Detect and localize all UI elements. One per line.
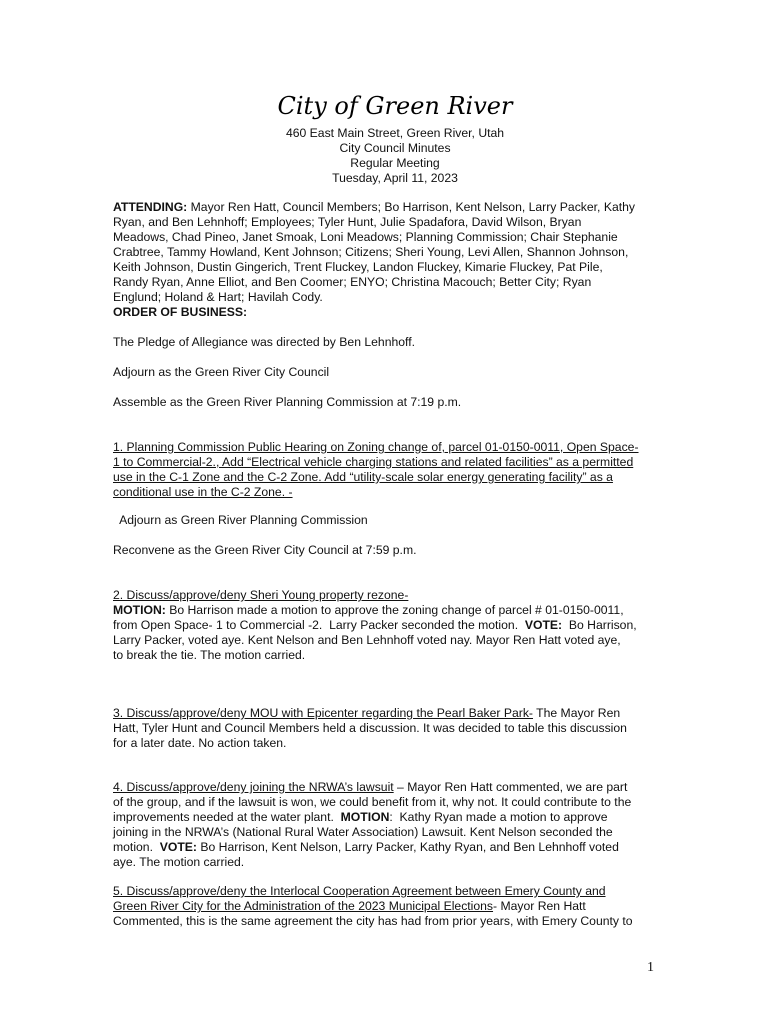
attending-text: Crabtree, Tammy Howland, Kent Johnson; Citizens; Sheri Young, Levi Allen, Shannon Johnson, [113,245,629,259]
item-4-text: motion. [113,840,160,854]
item-4-text: joining in the NRWA’s (National Rural Water Association) Lawsuit. Kent Nelson seconded the [113,825,613,839]
item-4-text: aye. The motion carried. [113,855,245,869]
item-3-heading: 3. Discuss/approve/deny MOU with Epicenter regarding the Pearl Baker Park- [113,706,533,720]
item-1-heading: use in the C-1 Zone and the C-2 Zone. Add “utility-scale solar energy generating facility” as a [113,470,613,484]
agenda-item-3 [113,706,658,751]
vote-label: VOTE: [524,618,563,632]
item-5-text: - Mayor Ren Hatt [493,899,586,913]
adjourn-council-text: Adjourn as the Green River City Council [113,365,330,379]
agenda-item-5 [113,884,658,929]
adjourn-planning-text: Adjourn as Green River Planning Commission [113,513,368,527]
item-5-text: Commented, this is the same agreement the city has had from prior years, with Emery County to [113,914,633,928]
item-2-text: Bo Harrison made a motion to approve the zoning change of parcel # 01-0150-0011, [165,603,624,617]
meeting-date-line: Tuesday, April 11, 2023 [332,171,458,185]
doc-type-line: City Council Minutes [339,141,451,155]
assemble-planning-text: Assemble as the Green River Planning Commission at 7:19 p.m. [113,395,462,409]
item-3-text: for a later date. No action taken. [113,736,287,750]
item-4-text: Bo Harrison, Kent Nelson, Larry Packer, Kathy Ryan, and Ben Lehnhoff voted [197,840,619,854]
item-4-text: of the group, and if the lawsuit is won, we could benefit from it, why not. It could contribute to the [113,795,632,809]
agenda-item-2 [113,588,658,663]
item-4-text: improvements needed at the water plant. [113,810,341,824]
attending-text: Ryan, and Ben Lehnhoff; Employees; Tyler Hunt, Julie Spadafora, David Wilson, Bryan [113,215,582,229]
motion-label: MOTION [340,810,390,824]
motion-label: MOTION: [113,603,166,617]
vote-label: VOTE: [159,840,197,854]
item-2-text: from Open Space- 1 to Commercial -2. Larry Packer seconded the motion. [113,618,525,632]
attending-label: ATTENDING: [113,200,188,214]
agenda-item-4 [113,780,658,870]
attending-text: Meadows, Chad Pineo, Janet Smoak, Loni Meadows; Planning Commission; Chair Stephanie [113,230,618,244]
attending-text: Randy Ryan, Anne Elliot, and Ben Coomer; ENYO; Christina Macouch; Better City; Ryan [113,275,592,289]
item-4-text: : Kathy Ryan made a motion to approve [389,810,608,824]
agenda-item-1 [113,440,658,500]
item-3-text: Hatt, Tyler Hunt and Council Members held a discussion. It was decided to table this discussion [113,721,627,735]
attending-text: Keith Johnson, Dustin Gingerich, Trent Fluckey, Landon Fluckey, Kimarie Fluckey, Pat Pile, [113,260,603,274]
item-5-heading: 5. Discuss/approve/deny the Interlocal Cooperation Agreement between Emery County and [113,884,606,898]
attending-text: Mayor Ren Hatt, Council Members; Bo Harrison, Kent Nelson, Larry Packer, Kathy [187,200,635,214]
item-1-heading: 1 to Commercial-2., Add “Electrical vehicle charging stations and related facilities” as a permitted [113,455,634,469]
item-4-text: – Mayor Ren Hatt commented, we are part [393,780,628,794]
item-1-heading: 1. Planning Commission Public Hearing on Zoning change of, parcel 01-0150-0011, Open Space- [113,440,639,454]
item-3-text: The Mayor Ren [532,706,621,720]
item-4-heading: 4. Discuss/approve/deny joining the NRWA’s lawsuit [113,780,394,794]
reconvene-text: Reconvene as the Green River City Council at 7:59 p.m. [113,543,417,557]
order-of-business-label: ORDER OF BUSINESS: [113,305,248,319]
attending-text: Englund; Holand & Hart; Havilah Cody. [113,290,323,304]
item-5-heading: Green River City for the Administration of the 2023 Municipal Elections [113,899,494,913]
item-1-heading: conditional use in the C-2 Zone. - [113,485,293,499]
page-number: 1 [647,960,654,975]
pledge-text: The Pledge of Allegiance was directed by Ben Lehnhoff. [113,335,415,349]
address-line: 460 East Main Street, Green River, Utah [285,126,505,140]
item-2-heading: 2. Discuss/approve/deny Sheri Young property rezone- [113,588,409,602]
item-2-text: Bo Harrison, [562,618,637,632]
attending-section [113,200,658,320]
meeting-type-line: Regular Meeting [350,156,440,170]
item-2-text: Larry Packer, voted aye. Kent Nelson and Ben Lehnhoff voted nay. Mayor Ren Hatt voted aye, [113,633,621,647]
document-title: City of Green River [277,92,513,120]
item-2-text: to break the tie. The motion carried. [113,648,306,662]
